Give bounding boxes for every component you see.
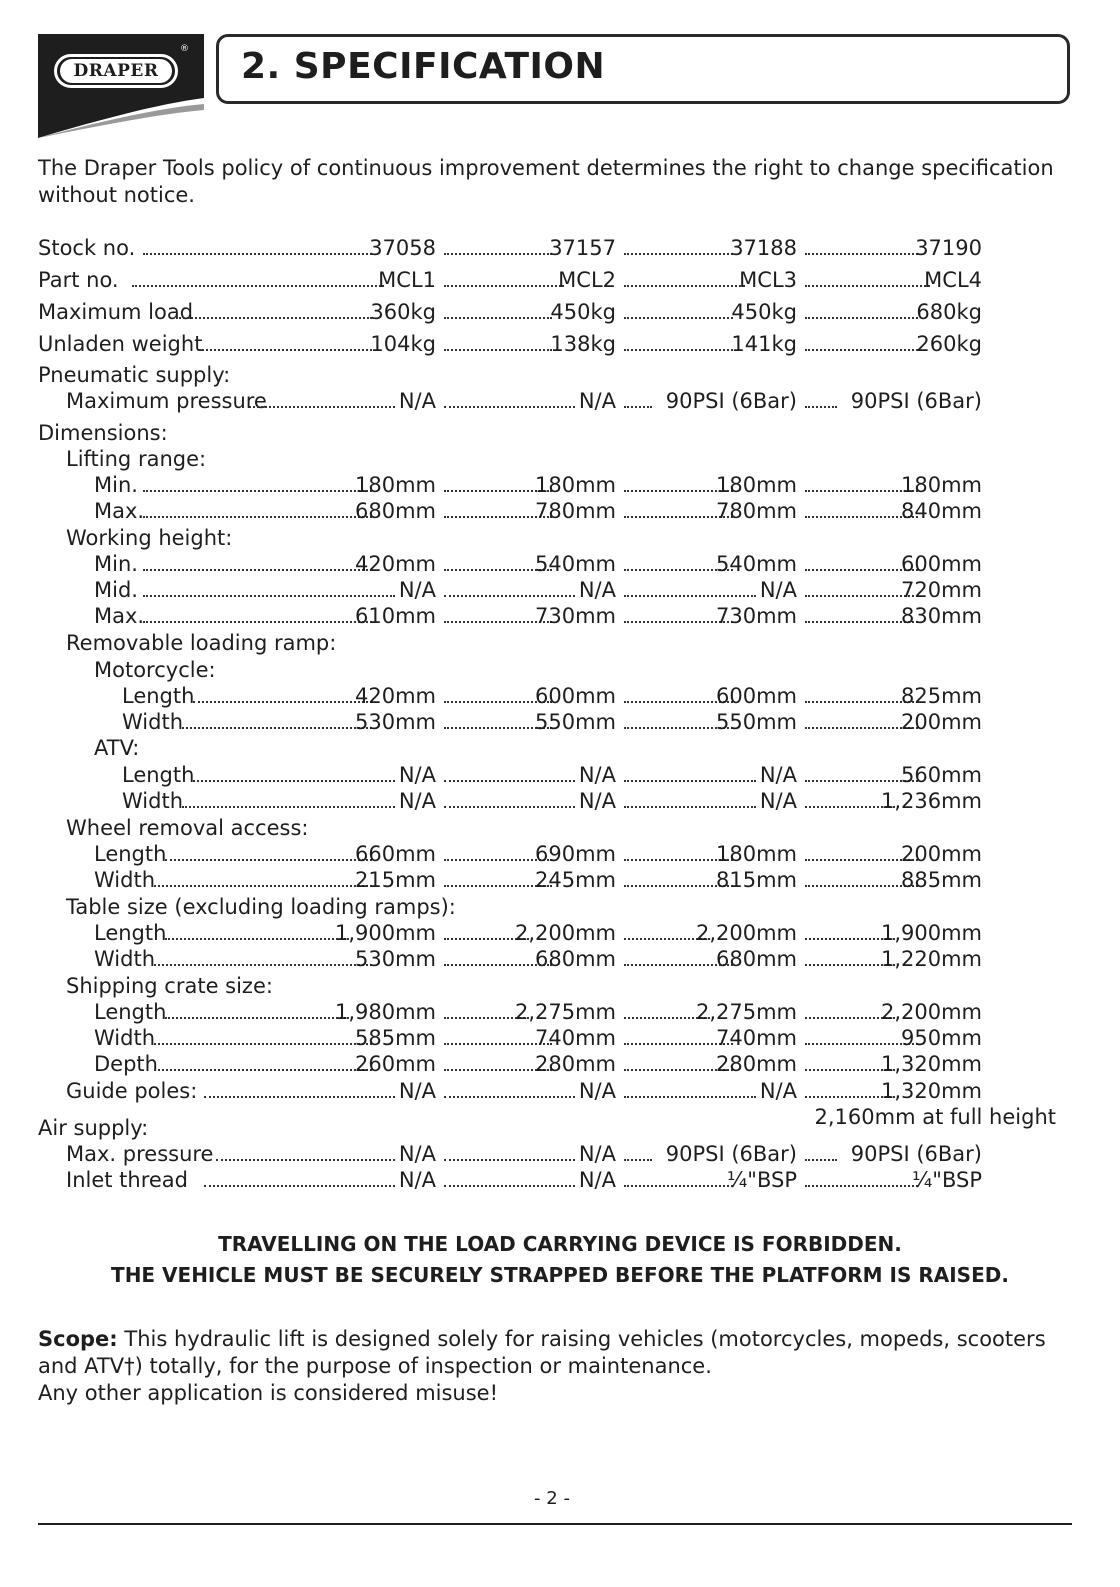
spec-value-col4: 200mm bbox=[901, 710, 982, 734]
spec-value-col4: 1,320mm bbox=[880, 1079, 982, 1103]
footer-rule bbox=[38, 1523, 1072, 1525]
spec-label: Maximum pressure bbox=[66, 389, 267, 413]
spec-row bbox=[0, 577, 1120, 603]
brand-block bbox=[38, 34, 204, 138]
spec-value-col3: N/A bbox=[759, 578, 797, 602]
spec-value-col1: 585mm bbox=[355, 1026, 436, 1050]
spec-value-col3: 141kg bbox=[731, 332, 797, 356]
spec-row bbox=[0, 1167, 1120, 1193]
spec-value-col1: 104kg bbox=[370, 332, 436, 356]
spec-heading: Air supply: bbox=[38, 1116, 149, 1140]
spec-value-col1: 360kg bbox=[370, 300, 436, 324]
spec-value-col4: 90PSI (6Bar) bbox=[850, 1142, 982, 1166]
intro-paragraph: The Draper Tools policy of continuous improvement determines the right to change specification without notice. bbox=[38, 156, 1054, 207]
spec-value-col1: MCL1 bbox=[378, 268, 436, 292]
logo-text: DRAPER bbox=[60, 59, 172, 83]
spec-row bbox=[0, 1025, 1120, 1051]
spec-value-col2: 730mm bbox=[535, 604, 616, 628]
spec-label: Part no. bbox=[38, 268, 119, 292]
spec-heading: Pneumatic supply: bbox=[38, 363, 231, 387]
spec-value-col2: 780mm bbox=[535, 499, 616, 523]
spec-value-col2: 680mm bbox=[535, 947, 616, 971]
spec-value-col2: 180mm bbox=[535, 473, 616, 497]
spec-value-col4: 1,900mm bbox=[880, 921, 982, 945]
spec-value-col2: 690mm bbox=[535, 842, 616, 866]
spec-heading: ATV: bbox=[94, 736, 140, 760]
spec-label: Width bbox=[94, 947, 156, 971]
spec-heading: Dimensions: bbox=[38, 421, 168, 445]
spec-value-col2: 540mm bbox=[535, 552, 616, 576]
spec-value-col3: 600mm bbox=[716, 684, 797, 708]
spec-value-col2: 2,275mm bbox=[514, 1000, 616, 1024]
spec-value-col4: 720mm bbox=[901, 578, 982, 602]
spec-value-col4: 825mm bbox=[901, 684, 982, 708]
spec-label: Max. bbox=[94, 499, 145, 523]
spec-label: Width bbox=[94, 868, 156, 892]
spec-value-col4: 180mm bbox=[901, 473, 982, 497]
spec-value-col1: N/A bbox=[398, 389, 436, 413]
spec-label: Min. bbox=[94, 552, 138, 576]
spec-value-col2: 2,200mm bbox=[514, 921, 616, 945]
spec-value-col1: N/A bbox=[398, 1079, 436, 1103]
scope-label: Scope: bbox=[38, 1327, 118, 1351]
spec-value-col4: MCL4 bbox=[924, 268, 982, 292]
spec-row bbox=[0, 788, 1120, 814]
spec-row bbox=[0, 999, 1120, 1025]
spec-value-col4: 260kg bbox=[916, 332, 982, 356]
spec-row bbox=[0, 946, 1120, 972]
spec-value-col2: N/A bbox=[578, 1079, 616, 1103]
spec-row bbox=[0, 841, 1120, 867]
spec-value-col2: 450kg bbox=[550, 300, 616, 324]
spec-heading: Motorcycle: bbox=[94, 658, 216, 682]
spec-label: Maximum load bbox=[38, 300, 194, 324]
spec-value-col3: 90PSI (6Bar) bbox=[665, 1142, 797, 1166]
spec-value-col1: N/A bbox=[398, 763, 436, 787]
spec-row bbox=[0, 235, 1120, 261]
spec-value-col3: 2,275mm bbox=[695, 1000, 797, 1024]
spec-value-col4: 830mm bbox=[901, 604, 982, 628]
spec-value-col1: 530mm bbox=[355, 947, 436, 971]
spec-value-col2: 740mm bbox=[535, 1026, 616, 1050]
spec-value-col3: N/A bbox=[759, 1079, 797, 1103]
spec-value-col2: 138kg bbox=[550, 332, 616, 356]
spec-value-col2: 600mm bbox=[535, 684, 616, 708]
spec-value-col2: 37157 bbox=[549, 236, 616, 260]
spec-value-col1: 420mm bbox=[355, 552, 436, 576]
scope-paragraph bbox=[38, 1326, 1083, 1407]
spec-value-col4: 885mm bbox=[901, 868, 982, 892]
spec-label: Guide poles: bbox=[66, 1079, 198, 1103]
spec-value-col3: 815mm bbox=[716, 868, 797, 892]
spec-value-col3: 180mm bbox=[716, 473, 797, 497]
spec-value-col1: 260mm bbox=[355, 1052, 436, 1076]
spec-label: Length bbox=[94, 1000, 167, 1024]
spec-value-col1: 530mm bbox=[355, 710, 436, 734]
spec-value-col1: 37058 bbox=[369, 236, 436, 260]
scope-misuse-text: Any other application is considered misuse! bbox=[38, 1381, 499, 1405]
spec-label: Width bbox=[122, 789, 184, 813]
spec-value-col4: ¼"BSP bbox=[911, 1168, 982, 1192]
guide-pole-note: 2,160mm at full height bbox=[814, 1105, 1056, 1129]
spec-label: Width bbox=[94, 1026, 156, 1050]
spec-label: Unladen weight bbox=[38, 332, 203, 356]
spec-row bbox=[0, 267, 1120, 293]
spec-row bbox=[0, 299, 1120, 325]
spec-label: Min. bbox=[94, 473, 138, 497]
spec-value-col1: N/A bbox=[398, 1142, 436, 1166]
spec-heading: Shipping crate size: bbox=[66, 974, 273, 998]
spec-row bbox=[0, 331, 1120, 357]
spec-value-col4: 680kg bbox=[916, 300, 982, 324]
draper-logo bbox=[54, 54, 178, 88]
spec-row bbox=[0, 472, 1120, 498]
registered-mark: ® bbox=[180, 44, 189, 54]
spec-label: Width bbox=[122, 710, 184, 734]
section-title: 2. SPECIFICATION bbox=[241, 46, 606, 87]
page-number: - 2 - bbox=[534, 1488, 570, 1509]
spec-row bbox=[0, 709, 1120, 735]
spec-value-col3: ¼"BSP bbox=[726, 1168, 797, 1192]
spec-row bbox=[0, 1051, 1120, 1077]
spec-value-col3: 540mm bbox=[716, 552, 797, 576]
spec-value-col1: 215mm bbox=[355, 868, 436, 892]
spec-row bbox=[0, 762, 1120, 788]
spec-value-col1: 680mm bbox=[355, 499, 436, 523]
spec-row bbox=[0, 1141, 1120, 1167]
section-title-box bbox=[216, 34, 1070, 104]
spec-value-col4: 90PSI (6Bar) bbox=[850, 389, 982, 413]
spec-value-col2: MCL2 bbox=[558, 268, 616, 292]
spec-value-col1: N/A bbox=[398, 1168, 436, 1192]
spec-value-col3: MCL3 bbox=[739, 268, 797, 292]
spec-value-col4: 2,200mm bbox=[880, 1000, 982, 1024]
spec-row bbox=[0, 551, 1120, 577]
spec-value-col1: 1,980mm bbox=[334, 1000, 436, 1024]
spec-label: Length bbox=[94, 842, 167, 866]
spec-value-col1: 660mm bbox=[355, 842, 436, 866]
spec-value-col1: 1,900mm bbox=[334, 921, 436, 945]
spec-label: Depth bbox=[94, 1052, 158, 1076]
spec-value-col3: 90PSI (6Bar) bbox=[665, 389, 797, 413]
spec-value-col4: 1,320mm bbox=[880, 1052, 982, 1076]
spec-value-col4: 950mm bbox=[901, 1026, 982, 1050]
spec-value-col1: 610mm bbox=[355, 604, 436, 628]
spec-value-col2: N/A bbox=[578, 1168, 616, 1192]
spec-value-col3: N/A bbox=[759, 789, 797, 813]
spec-value-col4: 840mm bbox=[901, 499, 982, 523]
spec-value-col1: 180mm bbox=[355, 473, 436, 497]
spec-heading: Table size (excluding loading ramps): bbox=[66, 895, 456, 919]
spec-value-col4: 200mm bbox=[901, 842, 982, 866]
spec-row bbox=[0, 1078, 1120, 1104]
spec-row bbox=[0, 920, 1120, 946]
spec-value-col3: 550mm bbox=[716, 710, 797, 734]
spec-value-col2: N/A bbox=[578, 763, 616, 787]
spec-heading: Lifting range: bbox=[66, 447, 207, 471]
spec-value-col2: N/A bbox=[578, 789, 616, 813]
spec-value-col1: 420mm bbox=[355, 684, 436, 708]
spec-row bbox=[0, 388, 1120, 414]
spec-value-col1: N/A bbox=[398, 789, 436, 813]
warning-travelling: TRAVELLING ON THE LOAD CARRYING DEVICE IS FORBIDDEN. bbox=[218, 1232, 902, 1256]
spec-row bbox=[0, 867, 1120, 893]
spec-row bbox=[0, 683, 1120, 709]
spec-heading: Removable loading ramp: bbox=[66, 631, 337, 655]
spec-value-col2: N/A bbox=[578, 1142, 616, 1166]
spec-row bbox=[0, 603, 1120, 629]
spec-label: Length bbox=[122, 763, 195, 787]
spec-value-col3: 2,200mm bbox=[695, 921, 797, 945]
spec-value-col3: N/A bbox=[759, 763, 797, 787]
spec-row bbox=[0, 498, 1120, 524]
spec-value-col3: 280mm bbox=[716, 1052, 797, 1076]
spec-value-col3: 37188 bbox=[730, 236, 797, 260]
spec-label: Length bbox=[94, 921, 167, 945]
spec-heading: Working height: bbox=[66, 526, 233, 550]
spec-label: Mid. bbox=[94, 578, 138, 602]
spec-value-col4: 1,220mm bbox=[880, 947, 982, 971]
spec-value-col4: 1,236mm bbox=[880, 789, 982, 813]
spec-label: Stock no. bbox=[38, 236, 136, 260]
spec-value-col4: 37190 bbox=[915, 236, 982, 260]
warning-strapped: THE VEHICLE MUST BE SECURELY STRAPPED BEFORE THE PLATFORM IS RAISED. bbox=[111, 1263, 1009, 1287]
spec-value-col2: 245mm bbox=[535, 868, 616, 892]
spec-value-col2: N/A bbox=[578, 578, 616, 602]
spec-value-col3: 180mm bbox=[716, 842, 797, 866]
spec-label: Max. pressure bbox=[66, 1142, 214, 1166]
spec-value-col1: N/A bbox=[398, 578, 436, 602]
spec-label: Inlet thread bbox=[66, 1168, 189, 1192]
spec-value-col3: 730mm bbox=[716, 604, 797, 628]
spec-value-col2: 550mm bbox=[535, 710, 616, 734]
spec-value-col2: 280mm bbox=[535, 1052, 616, 1076]
spec-heading: Wheel removal access: bbox=[66, 816, 309, 840]
scope-text: This hydraulic lift is designed solely for raising vehicles (motorcycles, mopeds, scooters and ATV†) totally, for the purpose of inspection or maintenance. bbox=[38, 1327, 1046, 1378]
spec-value-col3: 450kg bbox=[731, 300, 797, 324]
spec-value-col4: 560mm bbox=[901, 763, 982, 787]
spec-label: Max. bbox=[94, 604, 145, 628]
spec-value-col4: 600mm bbox=[901, 552, 982, 576]
spec-label: Length bbox=[122, 684, 195, 708]
spec-value-col3: 780mm bbox=[716, 499, 797, 523]
spec-value-col3: 680mm bbox=[716, 947, 797, 971]
spec-value-col2: N/A bbox=[578, 389, 616, 413]
spec-value-col3: 740mm bbox=[716, 1026, 797, 1050]
